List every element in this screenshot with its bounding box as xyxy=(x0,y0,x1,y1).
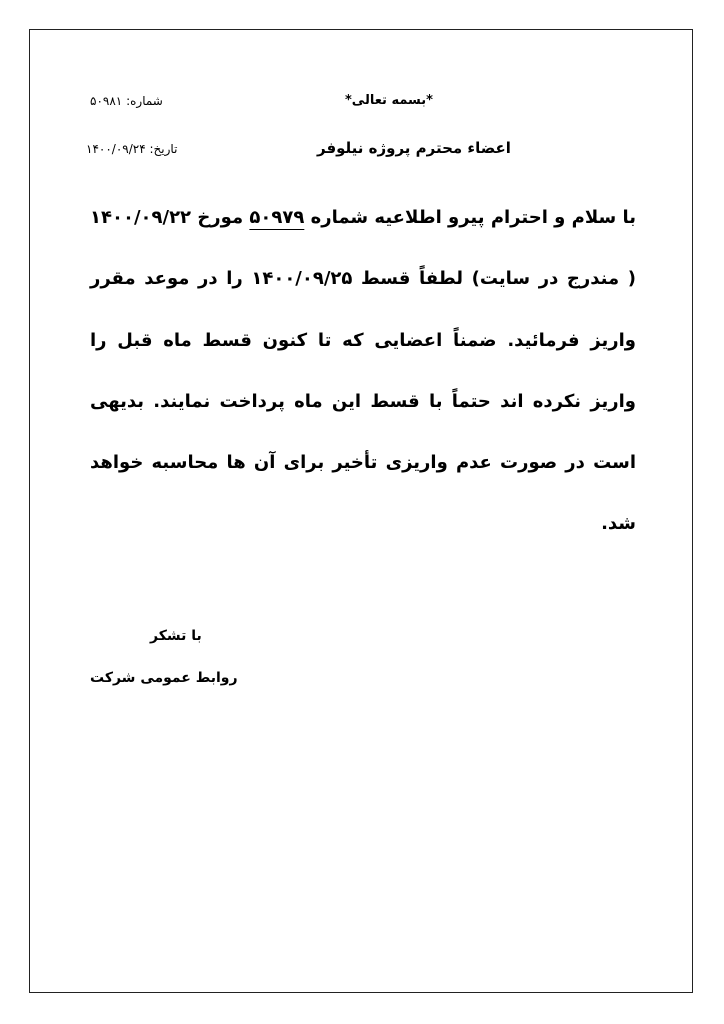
recipient-heading: اعضاء محترم پروژه نیلوفر xyxy=(317,139,511,157)
letter-number-label: شماره: xyxy=(126,94,163,108)
invocation-heading: *بسمه تعالی* xyxy=(345,93,433,108)
closing-signature: روابط عمومی شرکت xyxy=(90,670,238,686)
reference-number: ۵۰۹۷۹ xyxy=(249,207,305,228)
letter-date-value: ۱۴۰۰/۰۹/۲۴ xyxy=(86,142,146,156)
body-part-2: مورخ ۱۴۰۰/۰۹/۲۲ ( مندرج در سایت) لطفاً قسط ۱۴۰۰/۰۹/۲۵ را در موعد مقرر واریز فرمائید. ضمناً اعضایی که تا کنون قسط ماه قبل را واریز نکرده اند حتماً با قسط این ماه پرداخت نمایند. بدیهی است در صورت عدم واریزی تأخیر برای آن ها محاسبه خواهد شد. xyxy=(90,207,636,535)
letter-date-label: تاریخ: xyxy=(149,142,178,156)
letter-body xyxy=(90,187,636,555)
closing-thanks: با تشکر xyxy=(150,628,202,644)
letter-date xyxy=(86,142,177,156)
letter-number xyxy=(90,94,163,108)
body-part-1: با سلام و احترام پیرو اطلاعیه شماره xyxy=(304,207,636,228)
letter-number-value: ۵۰۹۸۱ xyxy=(90,94,123,108)
